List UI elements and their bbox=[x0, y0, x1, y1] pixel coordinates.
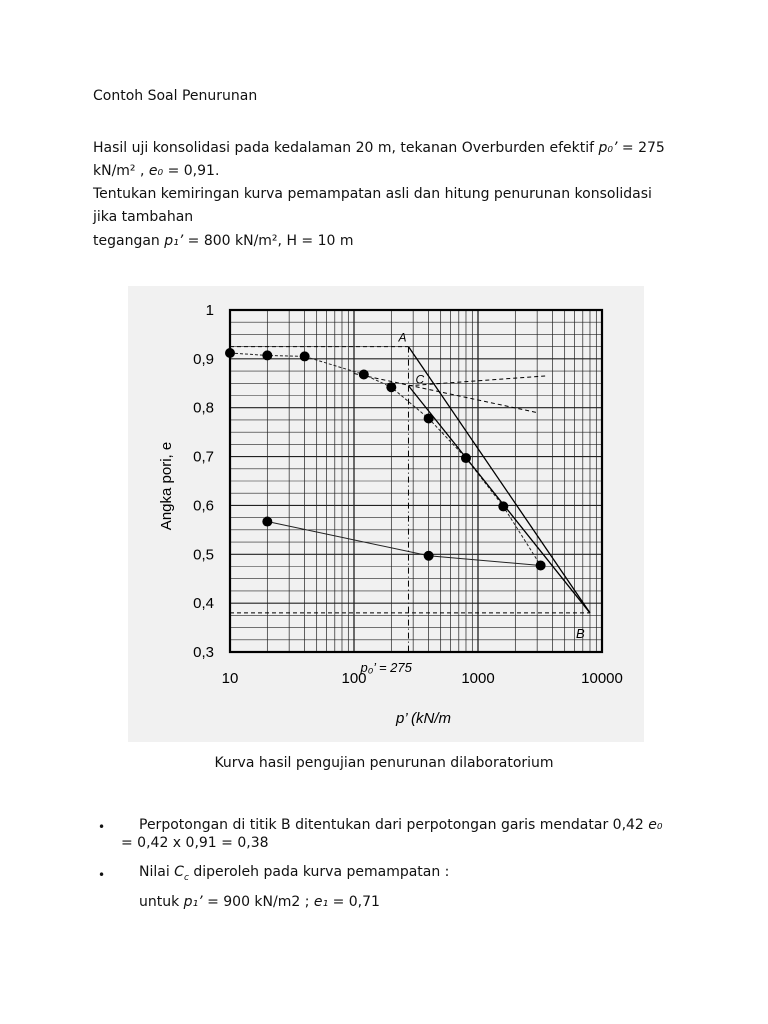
paragraph-line-3: Tentukan kemiringan kurva pemampatan asli dan hitung penurunan konsolidasi bbox=[93, 186, 652, 202]
lab-compression-curve bbox=[230, 353, 541, 566]
data-point bbox=[225, 348, 235, 358]
bullet-1-line-2: = 0,42 x 0,91 = 0,38 bbox=[121, 835, 269, 851]
bisector-line-c bbox=[354, 374, 537, 413]
data-point bbox=[424, 551, 434, 561]
bullet-1-line-1: Perpotongan di titik B ditentukan dari perpotongan garis mendatar 0,42 e₀ bbox=[139, 817, 663, 833]
data-point bbox=[536, 561, 546, 571]
paragraph-line-5: tegangan p₁’ = 800 kN/m², H = 10 m bbox=[93, 233, 354, 249]
consolidation-chart-figure bbox=[128, 286, 644, 742]
chart-curves bbox=[230, 347, 590, 652]
page-title: Contoh Soal Penurunan bbox=[93, 88, 258, 104]
y-tick-label: 0,4 bbox=[193, 595, 214, 613]
p0-annotation: p₀’ = 275 bbox=[360, 660, 412, 675]
bullet-2-text: Nilai $C_c$ diperoleh pada kurva pemampatan : bbox=[139, 864, 450, 883]
virgin-line-a-b bbox=[408, 347, 590, 613]
data-point bbox=[461, 453, 471, 463]
point-b-label: B bbox=[575, 625, 585, 641]
consolidation-chart bbox=[128, 286, 644, 742]
data-point bbox=[262, 350, 272, 360]
y-tick-label: 0,9 bbox=[193, 350, 214, 368]
point-c-label: C bbox=[415, 372, 425, 387]
point-a-label: A bbox=[398, 330, 407, 345]
x-tick-label: 10000 bbox=[581, 670, 623, 687]
paragraph-line-2: kN/m² , e₀ = 0,91. bbox=[93, 163, 220, 179]
y-tick-label: 0,3 bbox=[193, 644, 214, 661]
y-tick-label: 0,8 bbox=[193, 399, 214, 417]
data-point bbox=[498, 501, 508, 511]
x-tick-label: 10 bbox=[221, 670, 239, 687]
y-axis-label: Angka pori, e bbox=[158, 441, 175, 531]
data-points bbox=[225, 348, 546, 571]
paragraph-line-1: Hasil uji konsolidasi pada kedalaman 20 m, tekanan Overburden efektif p₀’ = 275 bbox=[93, 140, 665, 156]
bullet-marker-1: • bbox=[98, 820, 106, 834]
y-tick-label: 0,7 bbox=[193, 448, 214, 466]
data-point bbox=[359, 369, 369, 379]
x-axis-label: p’ (kN/m bbox=[396, 710, 452, 727]
result-line: untuk p₁’ = 900 kN/m2 ; e₁ = 0,71 bbox=[139, 894, 380, 910]
data-point bbox=[386, 382, 396, 392]
x-tick-labels bbox=[222, 670, 623, 687]
figure-caption: Kurva hasil pengujian penurunan dilaboratorium bbox=[214, 755, 554, 771]
y-tick-label: 0,5 bbox=[193, 546, 214, 564]
paragraph-line-4: jika tambahan bbox=[93, 209, 194, 225]
y-tick-label: 1 bbox=[205, 302, 214, 319]
x-tick-label: 100 bbox=[341, 670, 367, 687]
data-point bbox=[424, 413, 434, 423]
x-tick-label: 1000 bbox=[461, 670, 495, 687]
y-tick-labels bbox=[193, 302, 214, 661]
data-point bbox=[300, 351, 310, 361]
y-tick-label: 0,6 bbox=[193, 497, 214, 515]
bullet-marker-2: • bbox=[98, 868, 106, 882]
data-point bbox=[262, 517, 272, 527]
rebound-curve bbox=[267, 522, 540, 566]
chart-grid bbox=[230, 310, 602, 652]
cc-symbol: $C_c$ bbox=[174, 864, 189, 883]
